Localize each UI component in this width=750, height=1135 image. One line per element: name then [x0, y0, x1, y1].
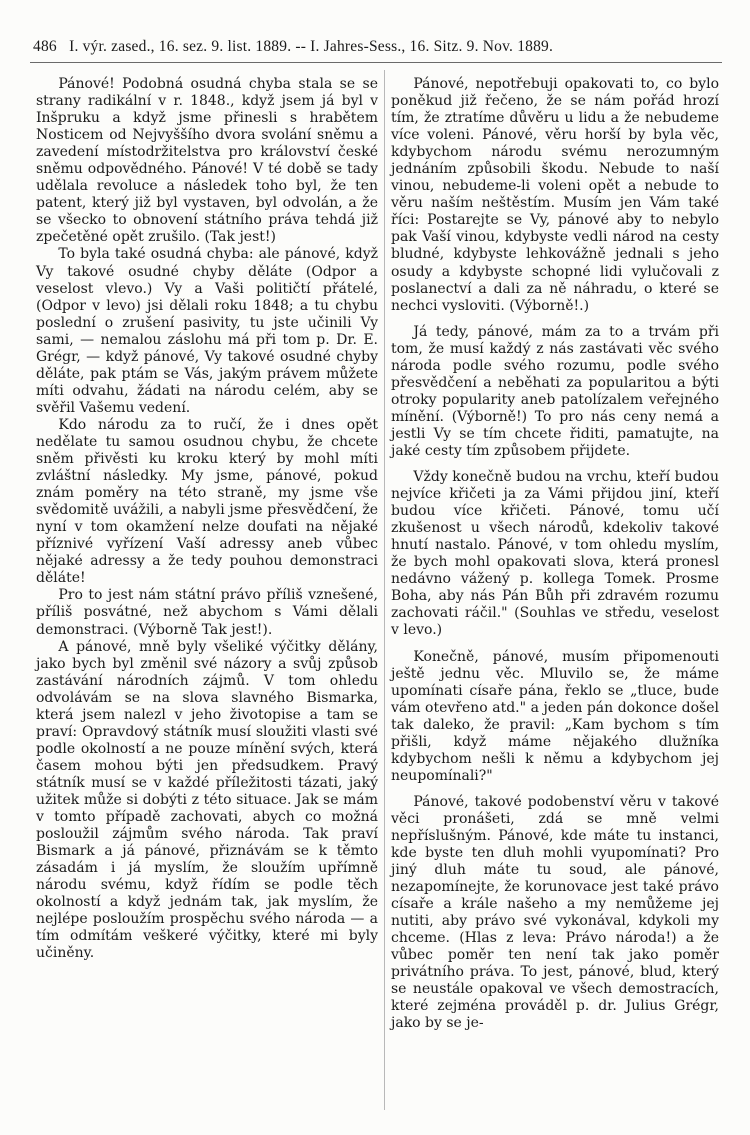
paragraph: A pánové, mně byly všeliké výčitky dělány, jako bych byl změnil své názory a svůj způsob zastávání národních zájmů. V tom ohledu odvolávám se na slova slavného Bismarka, která jsem nalezl v jeho životopise a tam se praví: Opravdový státník musí sloužiti vlasti své podle okolností a ne pouze mínění svých, která časem mohou býti jen předsudkem. Pravý státník musí se v každé příležitosti tázati, jaký užitek může si dobýti z této situace. Jak se mám v tomto případě zachovati, abych co možná posloužil zájmům svého národa. Tak praví Bismark a já pánové, přiznávám se k těmto zásadám i já myslím, že sloužím upřímně národu svému, když řídím se podle těch okolností a když jednám tak, jak myslím, že nejlépe posloužím prospěchu svého národa — a tím odmítám veškeré výčitky, které mi byly učiněny.: [36, 638, 378, 962]
paragraph: Pánové, takové podobenství věru v takové věci pronášeti, zdá se mně velmi nepříslušným. Pánové, kde máte tu instanci, kde byste ten dluh mohli vyupomínati? Pro jiný dluh máte tu soud, ale pánové, nezapomínejte, že korunovace jest také právo císaře a krále našeho a my nemůžeme jej nutiti, aby právo své vykonával, kdykoli my chceme. (Hlas z leva: Právo národa!) a že vůbec poměr ten není tak jako poměr privátního práva. To jest, pánové, blud, který se neustále opakoval ve všech demostracích, které zejména prováděl p. dr. Julius Grégr, jako by se je-: [391, 793, 719, 1032]
paragraph: To byla také osudná chyba: ale pánové, když Vy takové osudné chyby děláte (Odpor a veselost vlevo.) Vy a Vaši političtí přátelé, (Odpor v levo) jsi dělali roku 1848; a tu chybu poslední o zrušení pasivity, tu jste učinili Vy sami, — nemalou záslohu má při tom p. Dr. E. Grégr, — když pánové, Vy takové osudné chyby děláte, pak ptám se Vás, jakým právem můžete míti odvahu, žádati na národu celém, aby se svěřil Vašemu vedení.: [36, 246, 378, 416]
paragraph: Pánové, nepotřebuji opakovati to, co bylo poněkud již řečeno, že se nám pořád hrozí tím, že ztratíme důvěru u lidu a že nebudeme více voleni. Pánové, věru horší by byla věc, kdybychom národu svému nerozumným jednáním způsobili škodu. Nebude to naší vinou, nebudeme-li voleni opět a nebude to věru naším neštěstím. Musím jen Vám také říci: Postarejte se Vy, pánové aby to nebylo pak Vaší vinou, kdybyste vedli národ na cesty bludné, kdybyste lehkovážně jednali s jeho osudy a kdybyste schopné lidi vylučovali z poslanectví a dali za ně náhradu, o které se nechci vysloviti. (Výborně!.): [391, 76, 719, 314]
page-number: 486: [33, 38, 57, 55]
column-divider: [384, 70, 385, 1110]
paragraph: Já tedy, pánové, mám za to a trvám při tom, že musí každý z nás zastávati věc svého národa podle svého rozumu, podle svého přesvědčení a neběhati za popularitou a býti otroky popularity aneb patolízalem veřejného mínění. (Výborně!) To pro nás ceny nemá a jestli Vy se tím chcete řiditi, pamatujte, na jaké cesty tím způsobem přijdete.: [391, 323, 719, 459]
page-header-title: I. výr. zased., 16. sez. 9. list. 1889. -- I. Jahres-Sess., 16. Sitz. 9. Nov. 1889.: [69, 38, 554, 55]
paragraph: Pro to jest nám státní právo příliš vznešené, příliš posvátné, než abychom s Vámi dělali demonstraci. (Výborně Tak jest!).: [36, 587, 378, 638]
paragraph: Kdo národu za to ručí, že i dnes opět nedělate tu samou osudnou chybu, že chcete sněm přivěsti ku kroku který by mohl míti zvláštní následky. My jsme, pánové, pokud znám poměry na této straně, my jsme vše svědomitě uvážili, a nabyli jsme přesvědčení, že nyní v tom okamžení nelze doufati na nějaké příznivé vyřízení Vaší adressy aneb vůbec nějaké adressy a že tedy pouhou demonstraci děláte!: [36, 416, 378, 587]
page-header: [33, 38, 723, 64]
paragraph: Vždy konečně budou na vrchu, kteří budou nejvíce křičeti ja za Vámi přijdou jiní, kteří budou více křičeti. Pánové, tomu učí zkušenost u všech národů, kdekoliv takové hnutí nastalo. Pánové, v tom ohledu myslím, že bych mohl opakovati slova, která pronesl nedávno vážený p. kollega Tomek. Prosme Boha, aby nás Pán Bůh při zdravém rozumu zachovati ráčil." (Souhlas ve středu, veselost v levo.): [391, 469, 719, 639]
paragraph: Konečně, pánové, musím připomenouti ještě jednu věc. Mluvilo se, že máme upomínati císaře pána, řeklo se „tluce, bude vám otevřeno atd." a jeden pán dokonce došel tak daleko, že pravil: „Kam bychom s tím přišli, když máme nějakého dlužníka kdybychom nešli k němu a kdybychom jej neupomínali?": [391, 648, 719, 784]
right-column: [391, 76, 719, 1033]
paragraph: Pánové! Podobná osudná chyba stala se se strany radikální v r. 1848., když jsem já byl v Inšpruku a když jsme přinesli s hrabětem Nosticem od Nejvyššího dvora svolání sněmu a zavedení místodržitelstva pro království české sněmu odpovědného. Pánové! V té době se tady udělala revoluce a následek toho byl, že ten patent, který již byl vystaven, byl odvolán, a že se všecko to obnovení státního práva tehdá již zpečetěné opět zrušilo. (Tak jest!): [36, 76, 378, 246]
header-rule: [30, 62, 722, 63]
left-column: [36, 76, 378, 962]
